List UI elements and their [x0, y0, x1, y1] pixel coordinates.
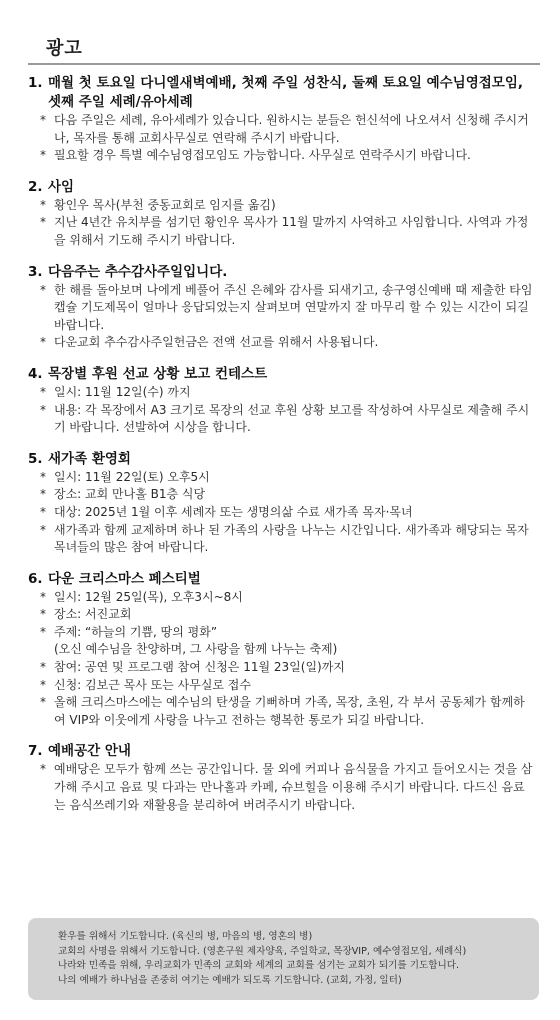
announcement-heading: [28, 570, 536, 589]
prayer-line: 나라와 민족을 위해, 우리교회가 민족의 교회와 세계의 교회를 섬기는 교회가 되기를 기도합니다.: [58, 960, 460, 972]
bullet-text: 대상: 2025년 1월 이후 세례자 또는 생명의삶 수료 새가족 목자·목녀: [54, 504, 413, 519]
bullet-item: [40, 147, 536, 165]
bullet-text: 신청: 김보근 목사 또는 사무실로 접수: [54, 677, 251, 692]
prayer-lines: [58, 930, 529, 988]
prayer-box: [28, 918, 539, 1000]
bullet-item: [40, 384, 536, 402]
announcement-bullets: [40, 384, 536, 437]
bullet-text: 지난 4년간 유치부를 섬기던 황인우 목사가 11월 말까지 사역하고 사임합니다. 사역과 가정을 위해서 기도해 주시기 바랍니다.: [54, 215, 529, 247]
bullet-text: 예배당은 모두가 함께 쓰는 공간입니다. 물 외에 커피나 음식물을 가지고 들어오시는 것을 삼가해 주시고 음료 및 다과는 만나홀과 카페, 슈브힐을 이용해 주시기 바랍니다. 다드신 음료는 음식쓰레기와 재활용을 분리하여 버려주시기 바랍니다.: [54, 762, 533, 812]
announcement-title: 새가족 환영회: [48, 450, 131, 467]
announcement-bullets: [40, 761, 536, 814]
bullet-text: 다운교회 추수감사주일헌금은 전액 선교를 위해서 사용됩니다.: [54, 335, 379, 350]
bullet-item: [40, 761, 536, 814]
bullet-text: 황인우 목사(부천 중동교회로 임지를 옮김): [54, 197, 276, 212]
asterisk-icon: *: [40, 695, 46, 710]
announcement-item: [28, 74, 536, 165]
asterisk-icon: *: [40, 282, 46, 297]
announcement-number: 6.: [28, 570, 43, 587]
bullet-item: [40, 677, 536, 695]
prayer-line: 환우를 위해서 기도합니다. (육신의 병, 마음의 병, 영혼의 병): [58, 931, 313, 942]
asterisk-icon: *: [40, 335, 46, 350]
bullet-text: 일시: 11월 22일(토) 오후5시: [54, 469, 210, 484]
announcement-item: [28, 570, 536, 730]
announcement-list: [28, 74, 536, 814]
asterisk-icon: *: [40, 522, 46, 537]
bullet-text: 장소: 서진교회: [54, 607, 132, 622]
bullet-item: [40, 659, 536, 677]
bullet-item: [40, 402, 536, 437]
announcement-heading: [28, 74, 536, 112]
bullet-text: 필요할 경우 특별 예수님영접모임도 가능합니다. 사무실로 연락주시기 바랍니다.: [54, 148, 471, 163]
announcement-bullets: [40, 112, 536, 165]
announcement-bullets: [40, 197, 536, 250]
bullet-item: [40, 694, 536, 729]
announcement-number: 2.: [28, 178, 43, 195]
bullet-item: [40, 522, 536, 557]
bullet-item: [40, 469, 536, 487]
prayer-line: 나의 예배가 하나님을 존중히 여기는 예배가 되도록 기도합니다. (교회, 가정, 일터): [58, 974, 402, 986]
asterisk-icon: *: [40, 487, 46, 502]
announcement-number: 1.: [28, 75, 43, 91]
announcement-heading: [28, 263, 536, 282]
announcement-item: [28, 365, 536, 437]
bullet-item: [40, 486, 536, 504]
announcement-item: [28, 742, 536, 814]
bullet-item: [40, 606, 536, 624]
announcement-bullets: [40, 469, 536, 557]
announcement-heading: [28, 742, 536, 761]
asterisk-icon: *: [40, 660, 46, 675]
bullet-item: [40, 624, 536, 659]
bullet-item: [40, 589, 536, 607]
announcement-bullets: [40, 282, 536, 352]
announcement-item: [28, 450, 536, 557]
bullet-text: 일시: 12월 25일(목), 오후3시~8시: [54, 589, 243, 604]
announcement-heading: [28, 178, 536, 197]
announcement-title: 다운 크리스마스 페스티벌: [48, 570, 201, 587]
announcement-title: 목장별 후원 선교 상황 보고 컨테스트: [48, 365, 268, 382]
bullet-text: 참여: 공연 및 프로그램 참여 신청은 11월 23일(일)까지: [54, 660, 345, 675]
bullet-item: [40, 282, 536, 335]
announcement-bullets: [40, 589, 536, 730]
asterisk-icon: *: [40, 215, 46, 230]
asterisk-icon: *: [40, 113, 46, 127]
announcement-heading: [28, 365, 536, 384]
bullet-text: 다음 주일은 세례, 유아세례가 있습니다. 원하시는 분들은 헌신석에 나오셔서 신청해 주시거나, 목자를 통해 교회사무실로 연락해 주시기 바랍니다.: [54, 113, 529, 145]
announcement-item: [28, 178, 536, 250]
asterisk-icon: *: [40, 677, 46, 692]
asterisk-icon: *: [40, 469, 46, 484]
bullet-text: 내용: 각 목장에서 A3 크기로 목장의 선교 후원 상황 보고를 작성하여 사무실로 제출해 주시기 바랍니다. 선발하여 시상을 합니다.: [54, 402, 530, 435]
bullet-item: [40, 504, 536, 522]
bullet-item: [40, 214, 536, 249]
title-divider: [28, 63, 540, 65]
announcement-title: 예배공간 안내: [48, 743, 131, 760]
page-title: 광고: [46, 38, 83, 59]
bullet-text: 한 해를 돌아보며 나에게 베풀어 주신 은혜와 감사를 되새기고, 송구영신예배 때 제출한 타임캡슐 기도제목이 얼마나 응답되었는지 살펴보며 연말까지 잘 마무리 할 수 있는 시간이 되길 바랍니다.: [54, 282, 533, 332]
bullet-text: 일시: 11월 12일(수) 까지: [54, 384, 191, 399]
announcement-item: [28, 263, 536, 352]
announcement-number: 7.: [28, 743, 43, 760]
bullet-text: 장소: 교회 만나홀 B1층 식당: [54, 487, 206, 502]
announcement-title: 사임: [48, 178, 75, 195]
asterisk-icon: *: [40, 589, 46, 604]
announcement-number: 4.: [28, 365, 43, 382]
bullet-text: 주제: “하늘의 기쁨, 땅의 평화” (오신 예수님을 찬양하며, 그 사랑을 함께 나누는 축제): [54, 624, 338, 657]
announcement-title: 매월 첫 토요일 다니엘새벽예배, 첫째 주일 성찬식, 둘째 토요일 예수님영접모임, 셋째 주일 세례/유아세례: [48, 75, 523, 110]
announcement-title: 다음주는 추수감사주일입니다.: [48, 263, 228, 280]
announcement-heading: [28, 450, 536, 469]
asterisk-icon: *: [40, 197, 46, 212]
bullet-text: 새가족과 함께 교제하며 하나 된 가족의 사랑을 나누는 시간입니다. 새가족과 해당되는 목자목녀들의 많은 참여 바랍니다.: [54, 522, 529, 555]
bullet-text: 올해 크리스마스에는 예수님의 탄생을 기뻐하며 가족, 목장, 초원, 각 부서 공동체가 함께하여 VIP와 이웃에게 사랑을 나누고 전하는 행복한 통로가 되길 바랍니다.: [54, 695, 525, 727]
asterisk-icon: *: [40, 402, 46, 417]
announcement-number: 3.: [28, 263, 43, 280]
asterisk-icon: *: [40, 762, 46, 777]
asterisk-icon: *: [40, 148, 46, 163]
prayer-line: 교회의 사명을 위해서 기도합니다. (영혼구원 제자양육, 주일학교, 목장VIP, 예수영접모임, 세례식): [58, 945, 467, 957]
bullet-item: [40, 197, 536, 215]
asterisk-icon: *: [40, 624, 46, 639]
asterisk-icon: *: [40, 504, 46, 519]
asterisk-icon: *: [40, 607, 46, 622]
announcement-number: 5.: [28, 450, 43, 467]
bullet-item: [40, 112, 536, 147]
asterisk-icon: *: [40, 384, 46, 399]
bullet-item: [40, 334, 536, 352]
